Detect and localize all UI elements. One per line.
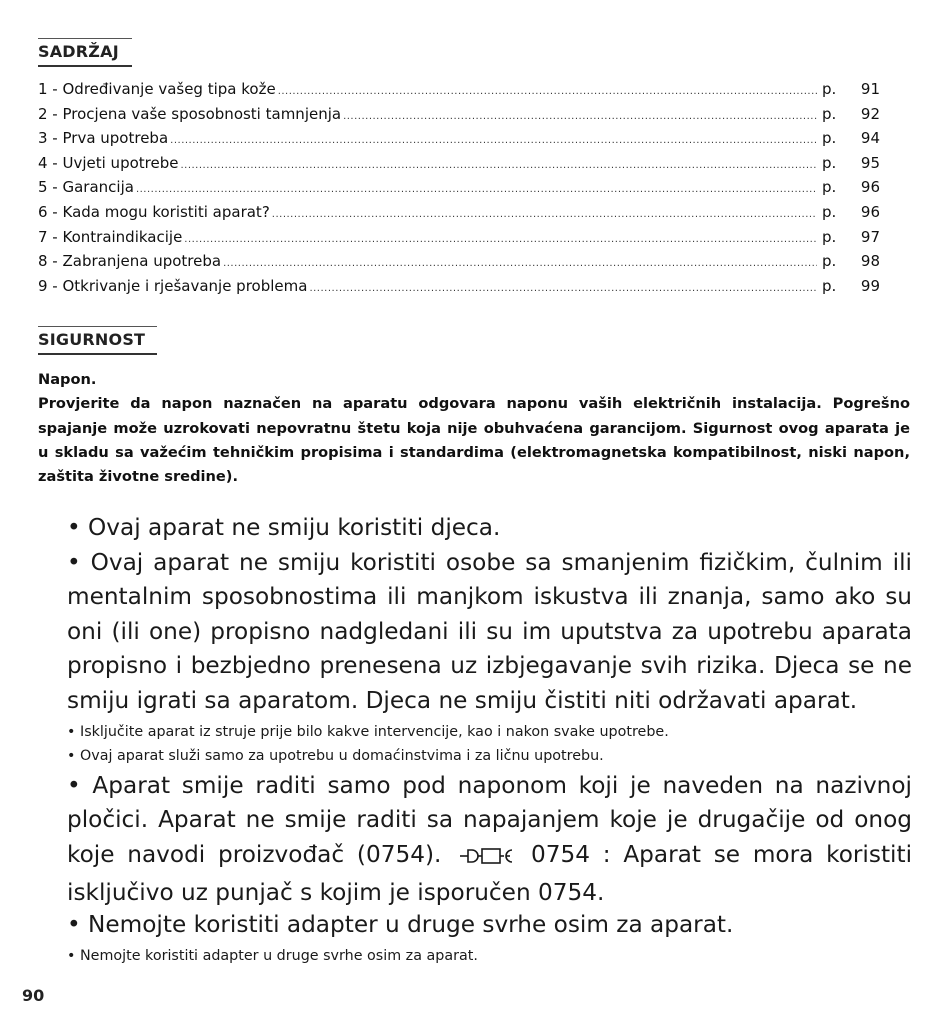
toc-item bbox=[38, 203, 880, 228]
toc-leader-dots bbox=[278, 86, 817, 97]
toc-item-title: 6 - Kada mogu koristiti aparat? bbox=[38, 202, 270, 221]
toc-leader-dots bbox=[184, 234, 817, 245]
page-number: 90 bbox=[22, 986, 45, 1005]
toc-item-p: p. bbox=[822, 80, 837, 98]
toc-heading bbox=[38, 38, 132, 67]
toc-leader-dots bbox=[170, 135, 817, 146]
toc-item-title: 8 - Zabranjena upotreba bbox=[38, 252, 222, 271]
toc-item bbox=[38, 178, 880, 203]
toc-item-title: 3 - Prva upotreba bbox=[38, 129, 169, 148]
bullet-unplug: • Isključite aparat iz struje prije bilo kakve intervencije, kao i nakon svake upotrebe. bbox=[67, 724, 669, 740]
table-of-contents bbox=[38, 80, 880, 301]
toc-item-p: p. bbox=[822, 252, 837, 271]
bullet-adapter: • Nemojte koristiti adapter u druge svrhe osim za aparat. bbox=[67, 911, 734, 938]
toc-item bbox=[38, 105, 880, 130]
toc-item-p: p. bbox=[822, 104, 837, 123]
toc-item bbox=[38, 80, 880, 105]
toc-item-p: p. bbox=[822, 227, 837, 246]
toc-item-p: p. bbox=[822, 202, 837, 221]
toc-leader-dots bbox=[180, 160, 817, 171]
toc-item-page: 99 bbox=[860, 276, 880, 295]
toc-heading-text: SADRŽAJ bbox=[38, 42, 119, 61]
voltage-warning bbox=[38, 368, 910, 489]
toc-item-title: 7 - Kontraindikacije bbox=[38, 227, 183, 246]
bullet-household: • Ovaj aparat služi samo za upotrebu u domaćinstvima i za ličnu upotrebu. bbox=[67, 748, 604, 764]
toc-item-title: 2 - Procjena vaše sposobnosti tamnjenja bbox=[38, 104, 342, 123]
bullet-voltage bbox=[67, 769, 912, 911]
toc-item-page: 98 bbox=[860, 252, 880, 271]
toc-item-p: p. bbox=[822, 178, 837, 197]
toc-item-page: 91 bbox=[860, 80, 880, 98]
toc-item bbox=[38, 228, 880, 253]
toc-leader-dots bbox=[136, 184, 817, 195]
toc-item-title: 5 - Garancija bbox=[38, 178, 134, 197]
toc-item-page: 94 bbox=[860, 129, 880, 148]
charger-plug-icon bbox=[458, 842, 514, 876]
bullet-children: • Ovaj aparat ne smiju koristiti djeca. bbox=[67, 514, 501, 541]
toc-item-p: p. bbox=[822, 129, 837, 148]
toc-item-page: 96 bbox=[860, 202, 880, 221]
toc-leader-dots bbox=[272, 209, 817, 220]
toc-item-page: 96 bbox=[860, 178, 880, 197]
toc-item bbox=[38, 154, 880, 179]
toc-item bbox=[38, 129, 880, 154]
toc-item-title: 9 - Otkrivanje i rješavanje problema bbox=[38, 276, 308, 295]
toc-item-page: 92 bbox=[860, 104, 880, 123]
safety-heading-text: SIGURNOST bbox=[38, 330, 146, 349]
toc-item-p: p. bbox=[822, 276, 837, 295]
toc-item bbox=[38, 252, 880, 277]
bullet-voltage-text-b: 0754 : Aparat se mora koristiti isključivo uz punjač s kojim je isporučen 0754. bbox=[67, 840, 913, 907]
toc-item-title: 4 - Uvjeti upotrebe bbox=[38, 153, 179, 172]
safety-heading bbox=[38, 326, 157, 355]
toc-item-title: 1 - Određivanje vašeg tipa kože bbox=[38, 80, 276, 98]
toc-item-p: p. bbox=[822, 153, 837, 172]
toc-leader-dots bbox=[309, 283, 817, 294]
toc-leader-dots bbox=[343, 111, 817, 122]
toc-item bbox=[38, 277, 880, 302]
toc-item-page: 97 bbox=[860, 227, 880, 246]
bullet-voltage-text-a: • Aparat smije raditi samo pod naponom koji je naveden na nazivnoj pločici. Aparat ne smije raditi sa napajanjem koje je drugačije od onog koje navodi proizvođač (0754). bbox=[67, 772, 912, 868]
bullet-adapter-small: • Nemojte koristiti adapter u druge svrhe osim za aparat. bbox=[67, 948, 478, 964]
toc-leader-dots bbox=[223, 258, 817, 269]
voltage-text: Provjerite da napon naznačen na aparatu odgovara naponu vaših električnih instalacija. Pogrešno spajanje može uzrokovati nepovratnu štetu koja nije obuhvaćena garancijom. Sigurnost ovog aparata je u skladu sa važećim tehničkim propisima i standardima (elektromagnetska kompatibilnost, niski napon, zaštita životne sredine). bbox=[38, 395, 910, 486]
toc-item-page: 95 bbox=[860, 153, 880, 172]
voltage-title: Napon. bbox=[38, 371, 97, 388]
bullet-persons: • Ovaj aparat ne smiju koristiti osobe sa smanjenim fizičkim, čulnim ili mentalnim sposobnostima ili manjkom iskustva ili znanja, samo ako su oni (ili one) propisno nadgledani ili su im uputstva za upotrebu aparata propisno i bezbjedno prenesena uz izbjegavanje svih rizika. Djeca se ne smiju igrati sa aparatom. Djeca ne smiju čistiti niti održavati aparat. bbox=[67, 549, 912, 714]
